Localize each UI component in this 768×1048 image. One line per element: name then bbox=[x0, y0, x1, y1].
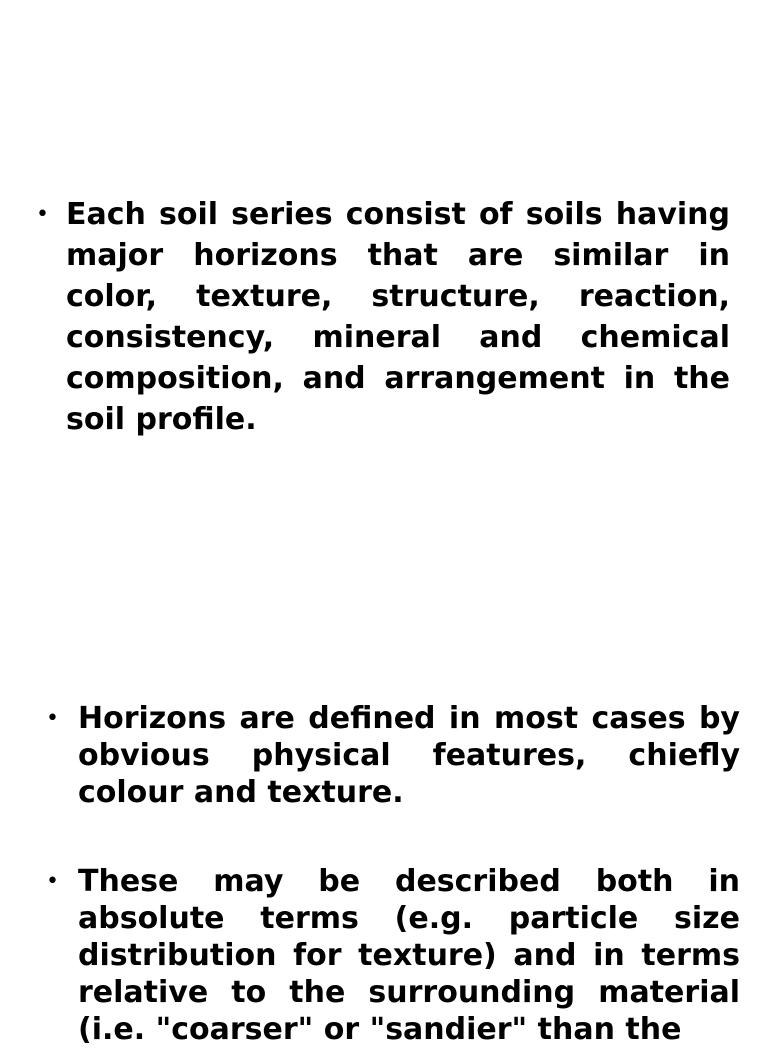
bullet-marker: • bbox=[36, 202, 49, 227]
bullet-item-described-terms bbox=[46, 863, 740, 1048]
bullet-marker: • bbox=[46, 869, 59, 894]
bullet-text: These may be described both in absolute terms (e.g. particle size distribution for texture) and in terms relative to the surrounding material (i.e. "coarser" or "sandier" than the bbox=[78, 864, 740, 1047]
bullet-text: Each soil series consist of soils having major horizons that are similar in color, texture, structure, reaction, consistency, mineral and chemical composition, and arrangement in the soil profile. bbox=[66, 197, 730, 437]
bullet-marker: • bbox=[46, 706, 59, 731]
bullet-item-soil-series bbox=[36, 194, 730, 440]
bullet-item-horizons-defined bbox=[46, 700, 740, 811]
bullet-text: Horizons are defined in most cases by obvious physical features, chiefly colour and texture. bbox=[78, 701, 740, 810]
